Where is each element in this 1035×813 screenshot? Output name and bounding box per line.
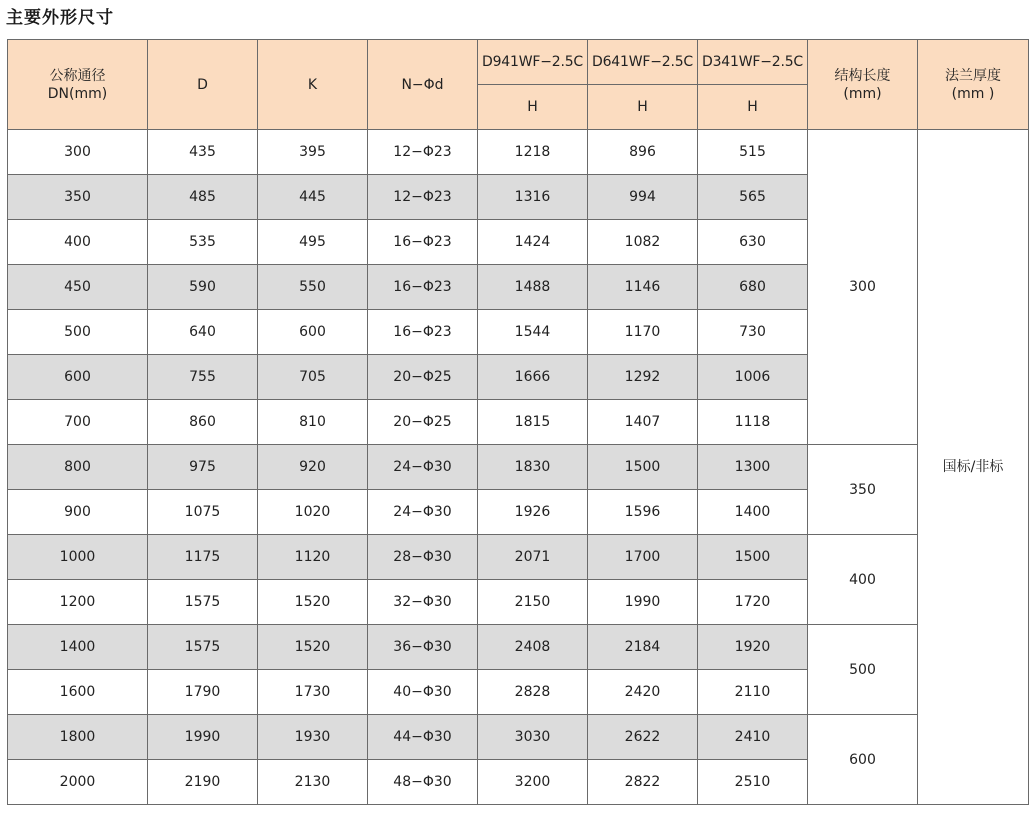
cell-k: 1730: [258, 670, 368, 715]
table-body: [8, 130, 1029, 805]
cell-length: 600: [808, 715, 918, 805]
cell-nd: 44−Φ30: [368, 715, 478, 760]
page-title: 主要外形尺寸: [6, 8, 114, 28]
cell-length: 350: [808, 445, 918, 535]
header-length-line1: 结构长度: [834, 67, 891, 84]
cell-h3: 2410: [698, 715, 808, 760]
cell-nd: 12−Φ23: [368, 175, 478, 220]
cell-nd: 12−Φ23: [368, 130, 478, 175]
cell-k: 1120: [258, 535, 368, 580]
table-row: [8, 625, 1029, 670]
header-dn-line1: 公称通径: [49, 67, 106, 84]
cell-h2: 2822: [588, 760, 698, 805]
cell-k: 2130: [258, 760, 368, 805]
cell-h2: 1500: [588, 445, 698, 490]
table-row: [8, 445, 1029, 490]
cell-nd: 20−Φ25: [368, 400, 478, 445]
cell-length: 500: [808, 625, 918, 715]
cell-dn: 450: [8, 265, 148, 310]
cell-h3: 565: [698, 175, 808, 220]
header-length-line2: (mm): [843, 85, 882, 102]
cell-d: 485: [148, 175, 258, 220]
cell-h3: 2510: [698, 760, 808, 805]
cell-h2: 896: [588, 130, 698, 175]
cell-h1: 1830: [478, 445, 588, 490]
cell-nd: 16−Φ23: [368, 220, 478, 265]
cell-h3: 1118: [698, 400, 808, 445]
cell-h1: 1218: [478, 130, 588, 175]
cell-nd: 24−Φ30: [368, 490, 478, 535]
cell-h3: 1006: [698, 355, 808, 400]
cell-nd: 16−Φ23: [368, 310, 478, 355]
cell-h3: 1500: [698, 535, 808, 580]
cell-d: 1575: [148, 580, 258, 625]
cell-nd: 40−Φ30: [368, 670, 478, 715]
cell-h2: 1700: [588, 535, 698, 580]
cell-nd: 28−Φ30: [368, 535, 478, 580]
cell-h2: 1292: [588, 355, 698, 400]
cell-h3: 1400: [698, 490, 808, 535]
cell-h3: 630: [698, 220, 808, 265]
header-dn-line2: DN(mm): [47, 85, 108, 102]
cell-nd: 16−Φ23: [368, 265, 478, 310]
cell-length: 400: [808, 535, 918, 625]
cell-k: 1020: [258, 490, 368, 535]
cell-h3: 1720: [698, 580, 808, 625]
cell-k: 395: [258, 130, 368, 175]
cell-k: 705: [258, 355, 368, 400]
header-h-d341: H: [698, 85, 808, 130]
cell-h1: 1815: [478, 400, 588, 445]
cell-h2: 1407: [588, 400, 698, 445]
cell-dn: 700: [8, 400, 148, 445]
cell-dn: 800: [8, 445, 148, 490]
cell-flange: 国标/非标: [918, 130, 1029, 805]
cell-dn: 350: [8, 175, 148, 220]
cell-dn: 1600: [8, 670, 148, 715]
table-row: [8, 715, 1029, 760]
dimensions-table: [7, 39, 1029, 805]
cell-k: 600: [258, 310, 368, 355]
header-row: [8, 40, 1029, 85]
cell-h1: 2071: [478, 535, 588, 580]
cell-d: 860: [148, 400, 258, 445]
header-h-d641: H: [588, 85, 698, 130]
cell-d: 975: [148, 445, 258, 490]
cell-d: 2190: [148, 760, 258, 805]
cell-d: 1575: [148, 625, 258, 670]
header-flange-line1: 法兰厚度: [945, 67, 1001, 84]
header-d: D: [148, 40, 258, 130]
header-model-d341: D341WF−2.5C: [698, 40, 808, 85]
cell-h3: 1300: [698, 445, 808, 490]
header-flange: [918, 40, 1029, 130]
header-k: K: [258, 40, 368, 130]
cell-d: 1790: [148, 670, 258, 715]
cell-nd: 36−Φ30: [368, 625, 478, 670]
cell-nd: 24−Φ30: [368, 445, 478, 490]
cell-h1: 1544: [478, 310, 588, 355]
cell-h1: 2828: [478, 670, 588, 715]
cell-d: 535: [148, 220, 258, 265]
cell-h1: 1488: [478, 265, 588, 310]
cell-h1: 2408: [478, 625, 588, 670]
table-row: [8, 130, 1029, 175]
cell-h2: 1170: [588, 310, 698, 355]
cell-h2: 1596: [588, 490, 698, 535]
table-header: [8, 40, 1029, 130]
header-flange-line2: (mm ): [951, 85, 995, 102]
cell-h1: 3200: [478, 760, 588, 805]
cell-dn: 300: [8, 130, 148, 175]
cell-nd: 32−Φ30: [368, 580, 478, 625]
cell-d: 435: [148, 130, 258, 175]
header-dn: [8, 40, 148, 130]
cell-h3: 680: [698, 265, 808, 310]
cell-h2: 2622: [588, 715, 698, 760]
cell-dn: 500: [8, 310, 148, 355]
cell-d: 590: [148, 265, 258, 310]
cell-d: 640: [148, 310, 258, 355]
header-model-d941: D941WF−2.5C: [478, 40, 588, 85]
cell-nd: 20−Φ25: [368, 355, 478, 400]
cell-dn: 600: [8, 355, 148, 400]
cell-k: 495: [258, 220, 368, 265]
cell-d: 1175: [148, 535, 258, 580]
cell-h1: 1424: [478, 220, 588, 265]
cell-nd: 48−Φ30: [368, 760, 478, 805]
header-h-d941: H: [478, 85, 588, 130]
cell-k: 445: [258, 175, 368, 220]
cell-d: 1990: [148, 715, 258, 760]
cell-h2: 994: [588, 175, 698, 220]
table-row: [8, 535, 1029, 580]
cell-h1: 3030: [478, 715, 588, 760]
cell-h3: 515: [698, 130, 808, 175]
cell-length: 300: [808, 130, 918, 445]
cell-k: 1520: [258, 580, 368, 625]
cell-d: 1075: [148, 490, 258, 535]
cell-dn: 400: [8, 220, 148, 265]
cell-h2: 2420: [588, 670, 698, 715]
cell-dn: 2000: [8, 760, 148, 805]
cell-h1: 2150: [478, 580, 588, 625]
cell-h1: 1666: [478, 355, 588, 400]
cell-dn: 1800: [8, 715, 148, 760]
cell-h1: 1926: [478, 490, 588, 535]
cell-h1: 1316: [478, 175, 588, 220]
cell-k: 1520: [258, 625, 368, 670]
cell-k: 920: [258, 445, 368, 490]
cell-h2: 1990: [588, 580, 698, 625]
cell-dn: 1400: [8, 625, 148, 670]
header-length: [808, 40, 918, 130]
cell-dn: 1200: [8, 580, 148, 625]
cell-h3: 1920: [698, 625, 808, 670]
cell-h2: 1082: [588, 220, 698, 265]
header-nd: N−Φd: [368, 40, 478, 130]
header-model-d641: D641WF−2.5C: [588, 40, 698, 85]
cell-h2: 2184: [588, 625, 698, 670]
cell-k: 810: [258, 400, 368, 445]
cell-h3: 2110: [698, 670, 808, 715]
cell-k: 1930: [258, 715, 368, 760]
cell-h3: 730: [698, 310, 808, 355]
cell-h2: 1146: [588, 265, 698, 310]
cell-k: 550: [258, 265, 368, 310]
cell-dn: 1000: [8, 535, 148, 580]
cell-dn: 900: [8, 490, 148, 535]
cell-d: 755: [148, 355, 258, 400]
